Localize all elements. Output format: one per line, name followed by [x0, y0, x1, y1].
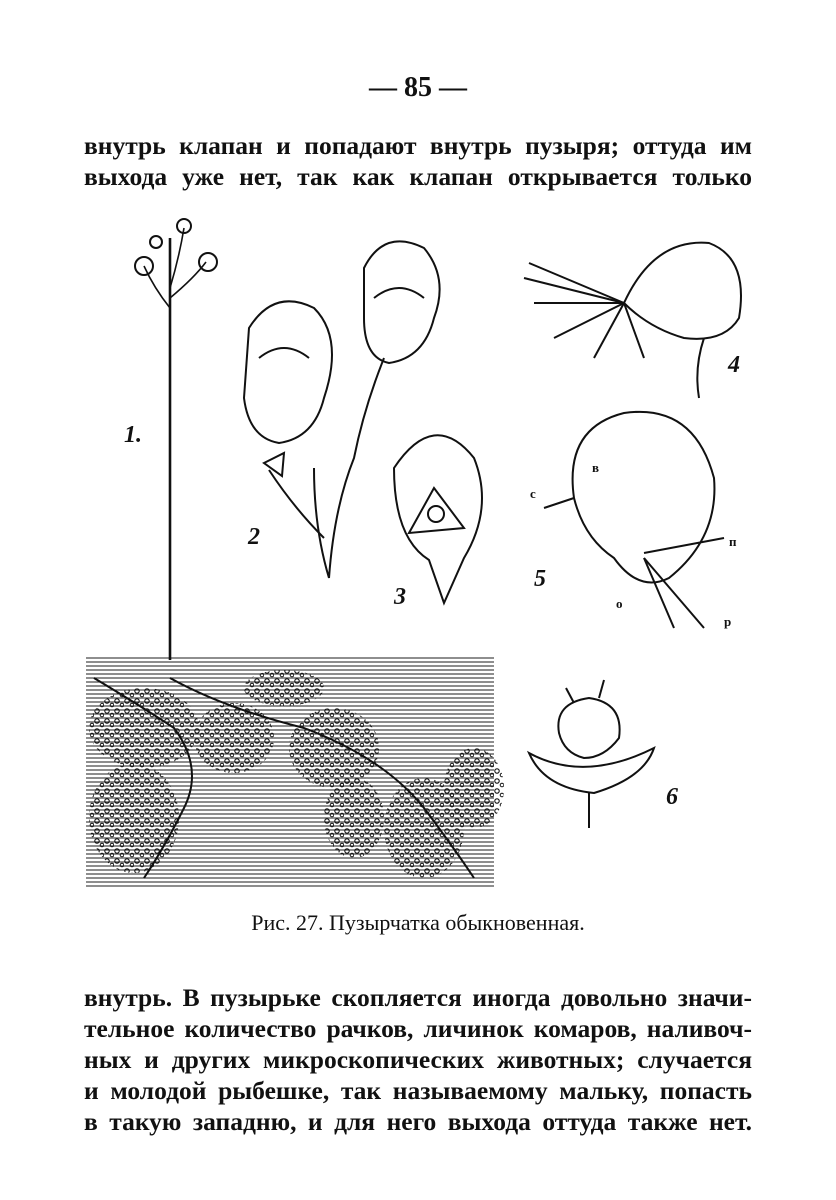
paragraph-top — [84, 130, 752, 192]
flower-stem-drawing — [244, 241, 440, 578]
text-line: в такую западню, и для него выхода оттуда также нет. — [84, 1107, 752, 1136]
part-label-v: в — [592, 460, 600, 475]
text-line: выхода уже нет, так как клапан открывается только — [84, 162, 752, 191]
figure-label-1: 1. — [124, 422, 142, 448]
part-label-c: с — [530, 486, 536, 501]
figure-label-5: 5 — [534, 566, 546, 592]
figure-illustration — [84, 208, 752, 898]
text-line: и молодой рыбешке, так называемому мальку, попасть — [84, 1076, 752, 1105]
figure-caption: Рис. 27. Пузырчатка обыкновенная. — [251, 910, 585, 935]
text-line: тельное количество рачков, личинок комаров, наливоч- — [84, 1014, 752, 1043]
text-line: внутрь. В пузырьке скопляется иногда довольно значи- — [84, 983, 752, 1012]
page-number: — 85 — — [369, 72, 467, 103]
plant-whole-drawing — [86, 219, 504, 888]
paragraph-bottom — [84, 982, 752, 1137]
text-line: ных и других микроскопических животных; случается — [84, 1045, 752, 1074]
figure-label-6: 6 — [666, 784, 678, 810]
figure-label-4: 4 — [728, 352, 740, 378]
flower-front-drawing — [394, 435, 482, 603]
part-label-r: р — [724, 614, 732, 629]
utricularia-illustration — [84, 208, 752, 898]
text-line: внутрь клапан и попадают внутрь пузыря; оттуда им — [84, 131, 752, 160]
bladder-section-drawing — [544, 412, 724, 628]
figure-label-3: 3 — [394, 584, 406, 610]
part-label-p: п — [729, 534, 737, 549]
figure-label-2: 2 — [248, 524, 260, 550]
bladder-drawing — [524, 243, 741, 398]
fruit-drawing — [529, 680, 654, 828]
part-label-o: о — [616, 596, 623, 611]
